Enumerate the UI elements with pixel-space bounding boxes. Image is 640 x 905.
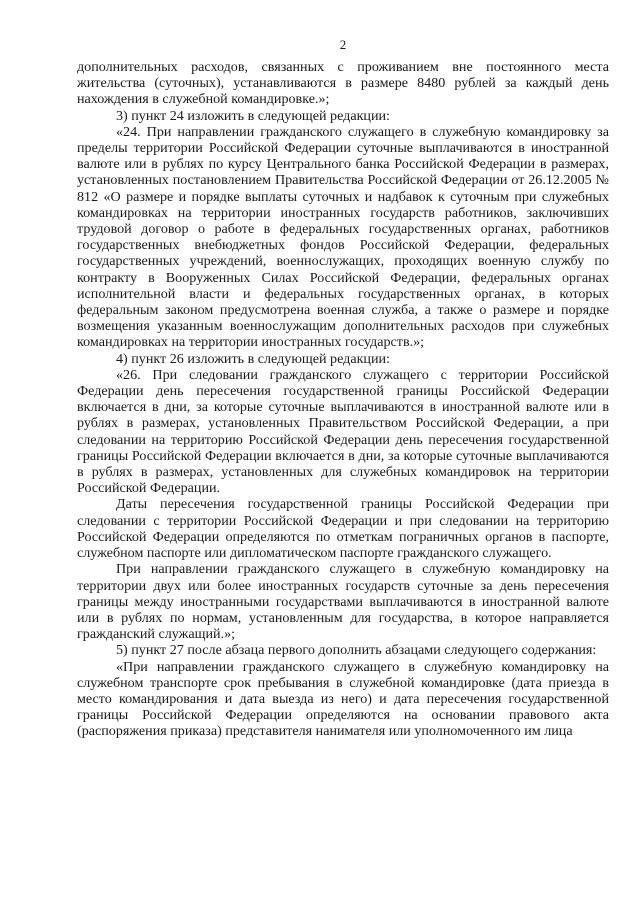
document-body bbox=[77, 59, 609, 740]
paragraph: «26. При следовании гражданского служащего с территории Российской Федерации день пересечения государственной границы Российской Федерации включается в дни, за которые суточные выплачиваются в иностранной валюте или в рублях в размерах, установленных Правительством Российской Федерации, а при следовании на территорию Российской Федерации день пересечения государственной границы Российской Федерации включается в дни, за которые суточные выплачиваются в рублях в размерах, установленных для служебных командировок на территории Российской Федерации. bbox=[77, 366, 609, 497]
paragraph: 3) пункт 24 изложить в следующей редакции: bbox=[116, 107, 390, 124]
paragraph: 5) пункт 27 после абзаца первого дополнить абзацами следующего содержания: bbox=[116, 642, 597, 659]
paragraph: При направлении гражданского служащего в служебную командировку на территории двух или более иностранных государств суточные за день пересечения границы между иностранными государствами выплачиваются в иностранной валюте или в рублях по нормам, установленным для государства, в которое направляется гражданский служащий.»; bbox=[77, 561, 609, 643]
paragraph: дополнительных расходов, связанных с проживанием вне постоянного места жительства (суточных), устанавливаются в размере 8480 рублей за каждый день нахождения в служебной командировке.»; bbox=[77, 59, 609, 108]
page-number: 2 bbox=[339, 37, 347, 52]
paragraph: «24. При направлении гражданского служащего в служебную командировку за пределы территории Российской Федерации суточные выплачиваются в иностранной валюте или в рублях по курсу Центрального банка Российской Федерации в размерах, установленных постановлением Правительства Российской Федерации от 26.12.2005 № 812 «О размере и порядке выплаты суточных и надбавок к суточным при служебных командировках на территории иностранных государств работников, заключивших трудовой договор о работе в федеральных государственных органах, работников государственных внебюджетных фондов Российской Федерации, федеральных государственных учреждений, военнослужащих, проходящих военную службу по контракту в Вооруженных Силах Российской Федерации, федеральных органах исполнительной власти и федеральных государственных органах, в которых федеральным законом предусмотрена военная служба, а также о размере и порядке возмещения указанным военнослужащим дополнительных расходов при служебных командировках на территории иностранных государств.»; bbox=[77, 123, 609, 351]
paragraph: «При направлении гражданского служащего в служебную командировку на служебном транспорте срок пребывания в служебной командировке (дата приезда в место командирования и дата выезда из него) и дата пересечения государственной границы Российской Федерации определяются на основании правового акта (распоряжения приказа) представителя нанимателя или уполномоченного им лица bbox=[77, 658, 609, 740]
paragraph: Даты пересечения государственной границы Российской Федерации при следовании с территории Российской Федерации и при следовании на территорию Российской Федерации определяются по отметкам пограничных органов в паспорте, служебном паспорте или дипломатическом паспорте гражданского служащего. bbox=[77, 496, 609, 562]
paragraph: 4) пункт 26 изложить в следующей редакции: bbox=[116, 350, 390, 367]
